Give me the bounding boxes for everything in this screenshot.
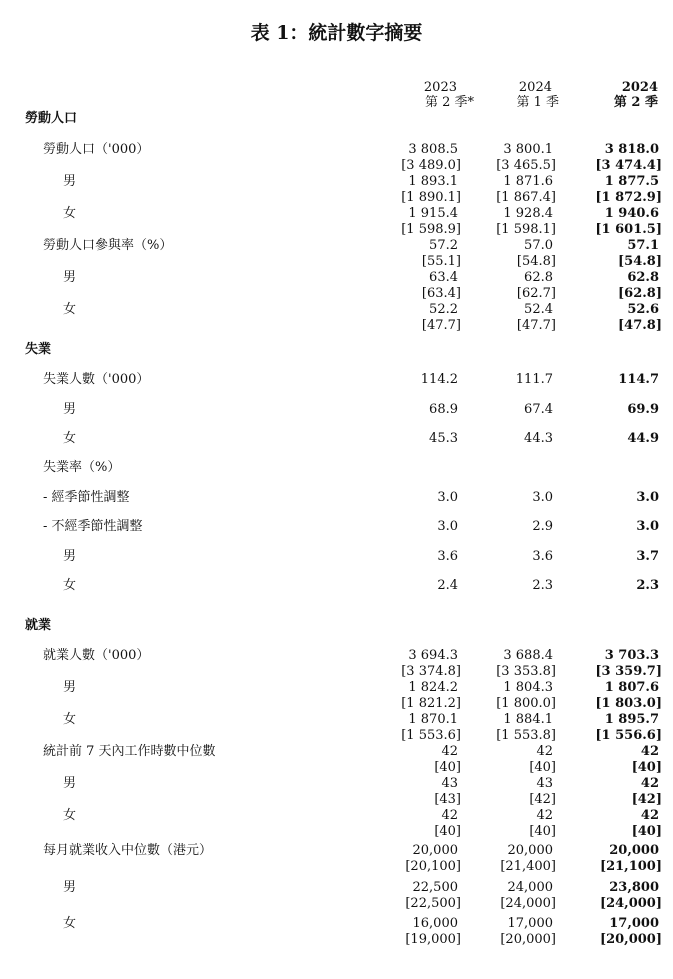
col-header-year-2: 2024 <box>518 80 552 95</box>
cell-value: 1 870.1 <box>408 712 458 727</box>
cell-bracket-value: [1 556.6] <box>595 728 662 743</box>
cell-value: 42 <box>536 744 553 759</box>
row-label: 失業人數（'000） <box>43 372 150 387</box>
cell-value: 20,000 <box>507 843 553 858</box>
cell-bracket-value: [20,000] <box>500 932 556 947</box>
row-label: 每月就業收入中位數（港元） <box>43 843 213 858</box>
cell-value: 44.9 <box>627 431 659 446</box>
cell-bracket-value: [1 872.9] <box>595 190 662 205</box>
row-label: 就業人數（'000） <box>43 648 150 663</box>
cell-bracket-value: [43] <box>434 792 461 807</box>
page-title: 表 1：統計數字摘要 <box>250 22 423 44</box>
cell-bracket-value: [47.8] <box>618 318 662 333</box>
cell-value: 57.0 <box>524 238 553 253</box>
row-label: 女 <box>63 712 77 727</box>
cell-value: 20,000 <box>412 843 458 858</box>
cell-bracket-value: [1 821.2] <box>401 696 461 711</box>
cell-value: 52.4 <box>524 302 553 317</box>
cell-value: 1 807.6 <box>604 680 659 695</box>
row-label: 統計前 7 天內工作時數中位數 <box>43 744 216 759</box>
row-label: 女 <box>63 578 77 593</box>
cell-value: 43 <box>441 776 458 791</box>
cell-bracket-value: [54.8] <box>516 254 556 269</box>
row-label: 女 <box>63 808 77 823</box>
cell-bracket-value: [1 553.6] <box>401 728 461 743</box>
cell-value: 1 884.1 <box>503 712 553 727</box>
cell-value: 1 893.1 <box>408 174 458 189</box>
col-header-quarter-1: 第 2 季* <box>424 95 474 110</box>
cell-value: 16,000 <box>412 916 458 931</box>
cell-bracket-value: [40] <box>529 824 556 839</box>
cell-value: 1 940.6 <box>604 206 659 221</box>
cell-value: 114.2 <box>420 372 458 387</box>
row-label: 男 <box>63 880 77 895</box>
cell-value: 2.4 <box>437 578 458 593</box>
cell-value: 2.3 <box>636 578 659 593</box>
cell-bracket-value: [22,500] <box>405 896 461 911</box>
cell-value: 22,500 <box>412 880 458 895</box>
cell-value: 42 <box>640 808 659 823</box>
cell-value: 57.2 <box>429 238 458 253</box>
cell-bracket-value: [40] <box>434 824 461 839</box>
cell-bracket-value: [3 489.0] <box>401 158 461 173</box>
cell-bracket-value: [21,400] <box>500 859 556 874</box>
cell-bracket-value: [40] <box>631 760 662 775</box>
cell-value: 3 703.3 <box>604 648 659 663</box>
cell-value: 43 <box>536 776 553 791</box>
cell-value: 42 <box>640 744 659 759</box>
section-heading: 失業 <box>25 342 52 357</box>
cell-value: 1 877.5 <box>604 174 659 189</box>
row-label: 女 <box>63 916 77 931</box>
row-label: 男 <box>63 402 77 417</box>
cell-value: 42 <box>441 744 458 759</box>
row-label: 女 <box>63 206 77 221</box>
cell-value: 69.9 <box>627 402 659 417</box>
cell-value: 3 694.3 <box>408 648 458 663</box>
row-label: - 不經季節性調整 <box>43 519 143 534</box>
cell-value: 52.2 <box>429 302 458 317</box>
cell-value: 1 824.2 <box>408 680 458 695</box>
cell-value: 3 808.5 <box>408 142 458 157</box>
cell-bracket-value: [3 474.4] <box>595 158 662 173</box>
row-label: 失業率（%） <box>43 460 121 475</box>
cell-value: 1 804.3 <box>503 680 553 695</box>
cell-bracket-value: [1 803.0] <box>595 696 662 711</box>
cell-value: 2.9 <box>532 519 553 534</box>
cell-bracket-value: [40] <box>434 760 461 775</box>
row-label: 女 <box>63 431 77 446</box>
cell-bracket-value: [1 601.5] <box>595 222 662 237</box>
cell-bracket-value: [1 890.1] <box>401 190 461 205</box>
cell-value: 63.4 <box>429 270 458 285</box>
cell-bracket-value: [20,100] <box>405 859 461 874</box>
section-heading: 勞動人口 <box>25 111 78 126</box>
cell-value: 62.8 <box>627 270 659 285</box>
cell-bracket-value: [3 465.5] <box>496 158 556 173</box>
cell-bracket-value: [63.4] <box>421 286 461 301</box>
cell-value: 3.6 <box>532 549 553 564</box>
cell-value: 24,000 <box>507 880 553 895</box>
cell-value: 68.9 <box>429 402 458 417</box>
row-label: 男 <box>63 680 77 695</box>
cell-value: 42 <box>441 808 458 823</box>
cell-value: 57.1 <box>627 238 659 253</box>
cell-value: 42 <box>640 776 659 791</box>
col-header-year-1: 2023 <box>423 80 457 95</box>
cell-value: 3 800.1 <box>503 142 553 157</box>
cell-bracket-value: [40] <box>529 760 556 775</box>
cell-bracket-value: [1 867.4] <box>496 190 556 205</box>
cell-value: 42 <box>536 808 553 823</box>
cell-value: 1 928.4 <box>503 206 553 221</box>
cell-bracket-value: [1 800.0] <box>496 696 556 711</box>
col-header-quarter-2: 第 1 季 <box>516 95 559 110</box>
cell-value: 67.4 <box>524 402 553 417</box>
col-header-year-3: 2024 <box>621 80 658 95</box>
cell-value: 62.8 <box>524 270 553 285</box>
cell-value: 3.0 <box>437 490 458 505</box>
section-heading: 就業 <box>25 618 52 633</box>
cell-bracket-value: [21,100] <box>599 859 662 874</box>
cell-bracket-value: [42] <box>529 792 556 807</box>
cell-value: 3.7 <box>636 549 659 564</box>
cell-bracket-value: [47.7] <box>516 318 556 333</box>
cell-value: 23,800 <box>609 880 659 895</box>
cell-bracket-value: [40] <box>631 824 662 839</box>
cell-bracket-value: [1 553.8] <box>496 728 556 743</box>
row-label: 男 <box>63 776 77 791</box>
row-label: - 經季節性調整 <box>43 490 130 505</box>
cell-bracket-value: [62.7] <box>516 286 556 301</box>
cell-bracket-value: [3 374.8] <box>401 664 461 679</box>
cell-value: 52.6 <box>627 302 659 317</box>
cell-bracket-value: [24,000] <box>599 896 662 911</box>
row-label: 女 <box>63 302 77 317</box>
cell-value: 17,000 <box>507 916 553 931</box>
cell-bracket-value: [24,000] <box>500 896 556 911</box>
cell-bracket-value: [1 598.9] <box>401 222 461 237</box>
cell-bracket-value: [19,000] <box>405 932 461 947</box>
cell-value: 3 688.4 <box>503 648 553 663</box>
cell-bracket-value: [1 598.1] <box>496 222 556 237</box>
cell-value: 3.0 <box>636 490 659 505</box>
cell-value: 3.0 <box>437 519 458 534</box>
cell-bracket-value: [62.8] <box>618 286 662 301</box>
cell-value: 114.7 <box>618 372 659 387</box>
cell-bracket-value: [3 359.7] <box>595 664 662 679</box>
cell-bracket-value: [20,000] <box>599 932 662 947</box>
cell-value: 1 871.6 <box>503 174 553 189</box>
cell-value: 3.0 <box>636 519 659 534</box>
cell-value: 3 818.0 <box>604 142 659 157</box>
cell-value: 2.3 <box>532 578 553 593</box>
cell-value: 3.0 <box>532 490 553 505</box>
cell-value: 20,000 <box>609 843 659 858</box>
cell-value: 44.3 <box>524 431 553 446</box>
cell-value: 3.6 <box>437 549 458 564</box>
row-label: 男 <box>63 174 77 189</box>
cell-value: 45.3 <box>429 431 458 446</box>
cell-value: 1 915.4 <box>408 206 458 221</box>
row-label: 勞動人口（'000） <box>43 142 150 157</box>
cell-value: 111.7 <box>515 372 553 387</box>
cell-bracket-value: [3 353.8] <box>496 664 556 679</box>
cell-bracket-value: [55.1] <box>421 254 461 269</box>
row-label: 男 <box>63 270 77 285</box>
cell-bracket-value: [47.7] <box>421 318 461 333</box>
row-label: 勞動人口參與率（%） <box>43 238 173 253</box>
cell-bracket-value: [54.8] <box>618 254 662 269</box>
col-header-quarter-3: 第 2 季 <box>613 95 658 110</box>
cell-bracket-value: [42] <box>631 792 662 807</box>
row-label: 男 <box>63 549 77 564</box>
cell-value: 17,000 <box>609 916 659 931</box>
cell-value: 1 895.7 <box>604 712 659 727</box>
